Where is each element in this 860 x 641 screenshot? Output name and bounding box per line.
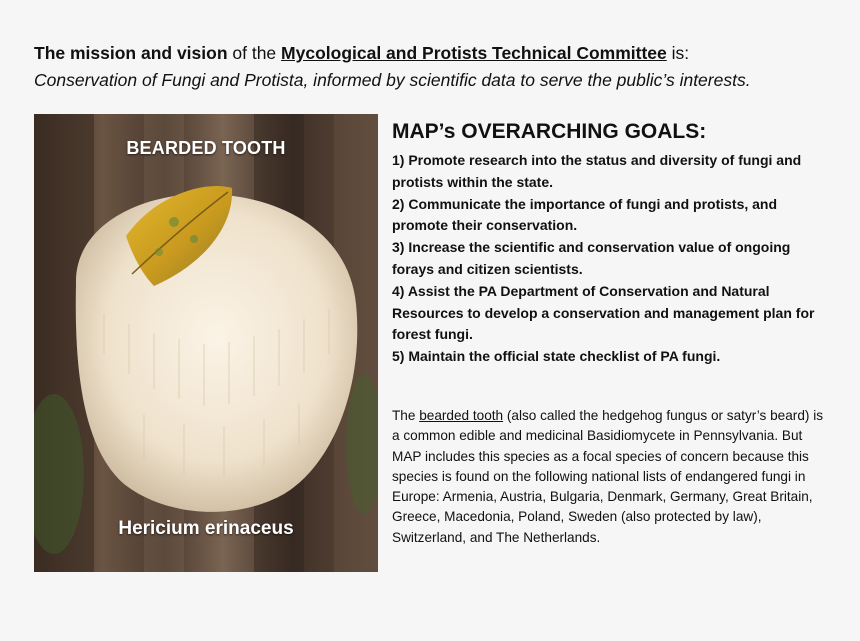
goals-heading: MAP’s OVERARCHING GOALS: <box>392 120 707 143</box>
goal-item: 3) Increase the scientific and conservation value of ongoing forays and citizen scientists. <box>392 239 791 277</box>
mission-line <box>34 40 844 67</box>
species-description <box>392 406 832 548</box>
mission-text: Conservation of Fungi and Protista, informed by scientific data to serve the public’s interests. <box>34 70 751 90</box>
goal-item: 2) Communicate the importance of fungi and protists, and promote their conservation. <box>392 195 778 234</box>
mission-connector: of the <box>227 43 282 63</box>
mission-statement <box>34 40 844 94</box>
species-name: Hericium erinaceus <box>118 518 294 539</box>
mission-tail: is: <box>666 43 690 63</box>
goals-list <box>392 150 832 368</box>
fungus-illustration <box>34 114 378 572</box>
desc-intro: The <box>392 408 420 423</box>
goals-section <box>392 118 832 368</box>
goal-item: 1) Promote research into the status and diversity of fungi and protists within the state. <box>392 152 802 190</box>
goal-item: 4) Assist the PA Department of Conservation and Natural Resources to develop a conservation and management plan for forest fungi. <box>392 282 815 343</box>
goal-item: 5) Maintain the official state checklist of PA fungi. <box>392 348 721 365</box>
desc-body: (also called the hedgehog fungus or satyr’s beard) is a common edible and medicinal Basidiomycete in Pennsylvania. But MAP includes this species as a focal species of concern because this species is found on the following national lists of endangered fungi in Europe: Armenia, Austria, Bulgaria, Denmark, Germany, Great Britain, Greece, Macedonia, Poland, Sweden (also protected by law), Switzerland, and The Netherlands. <box>392 408 824 545</box>
bearded-tooth-link[interactable]: bearded tooth <box>419 408 504 423</box>
committee-name: Mycological and Protists Technical Committee <box>281 43 667 63</box>
bearded-tooth-photo <box>34 114 378 572</box>
mission-lead: The mission and vision <box>34 43 228 63</box>
photo-title: BEARDED TOOTH <box>126 138 286 158</box>
